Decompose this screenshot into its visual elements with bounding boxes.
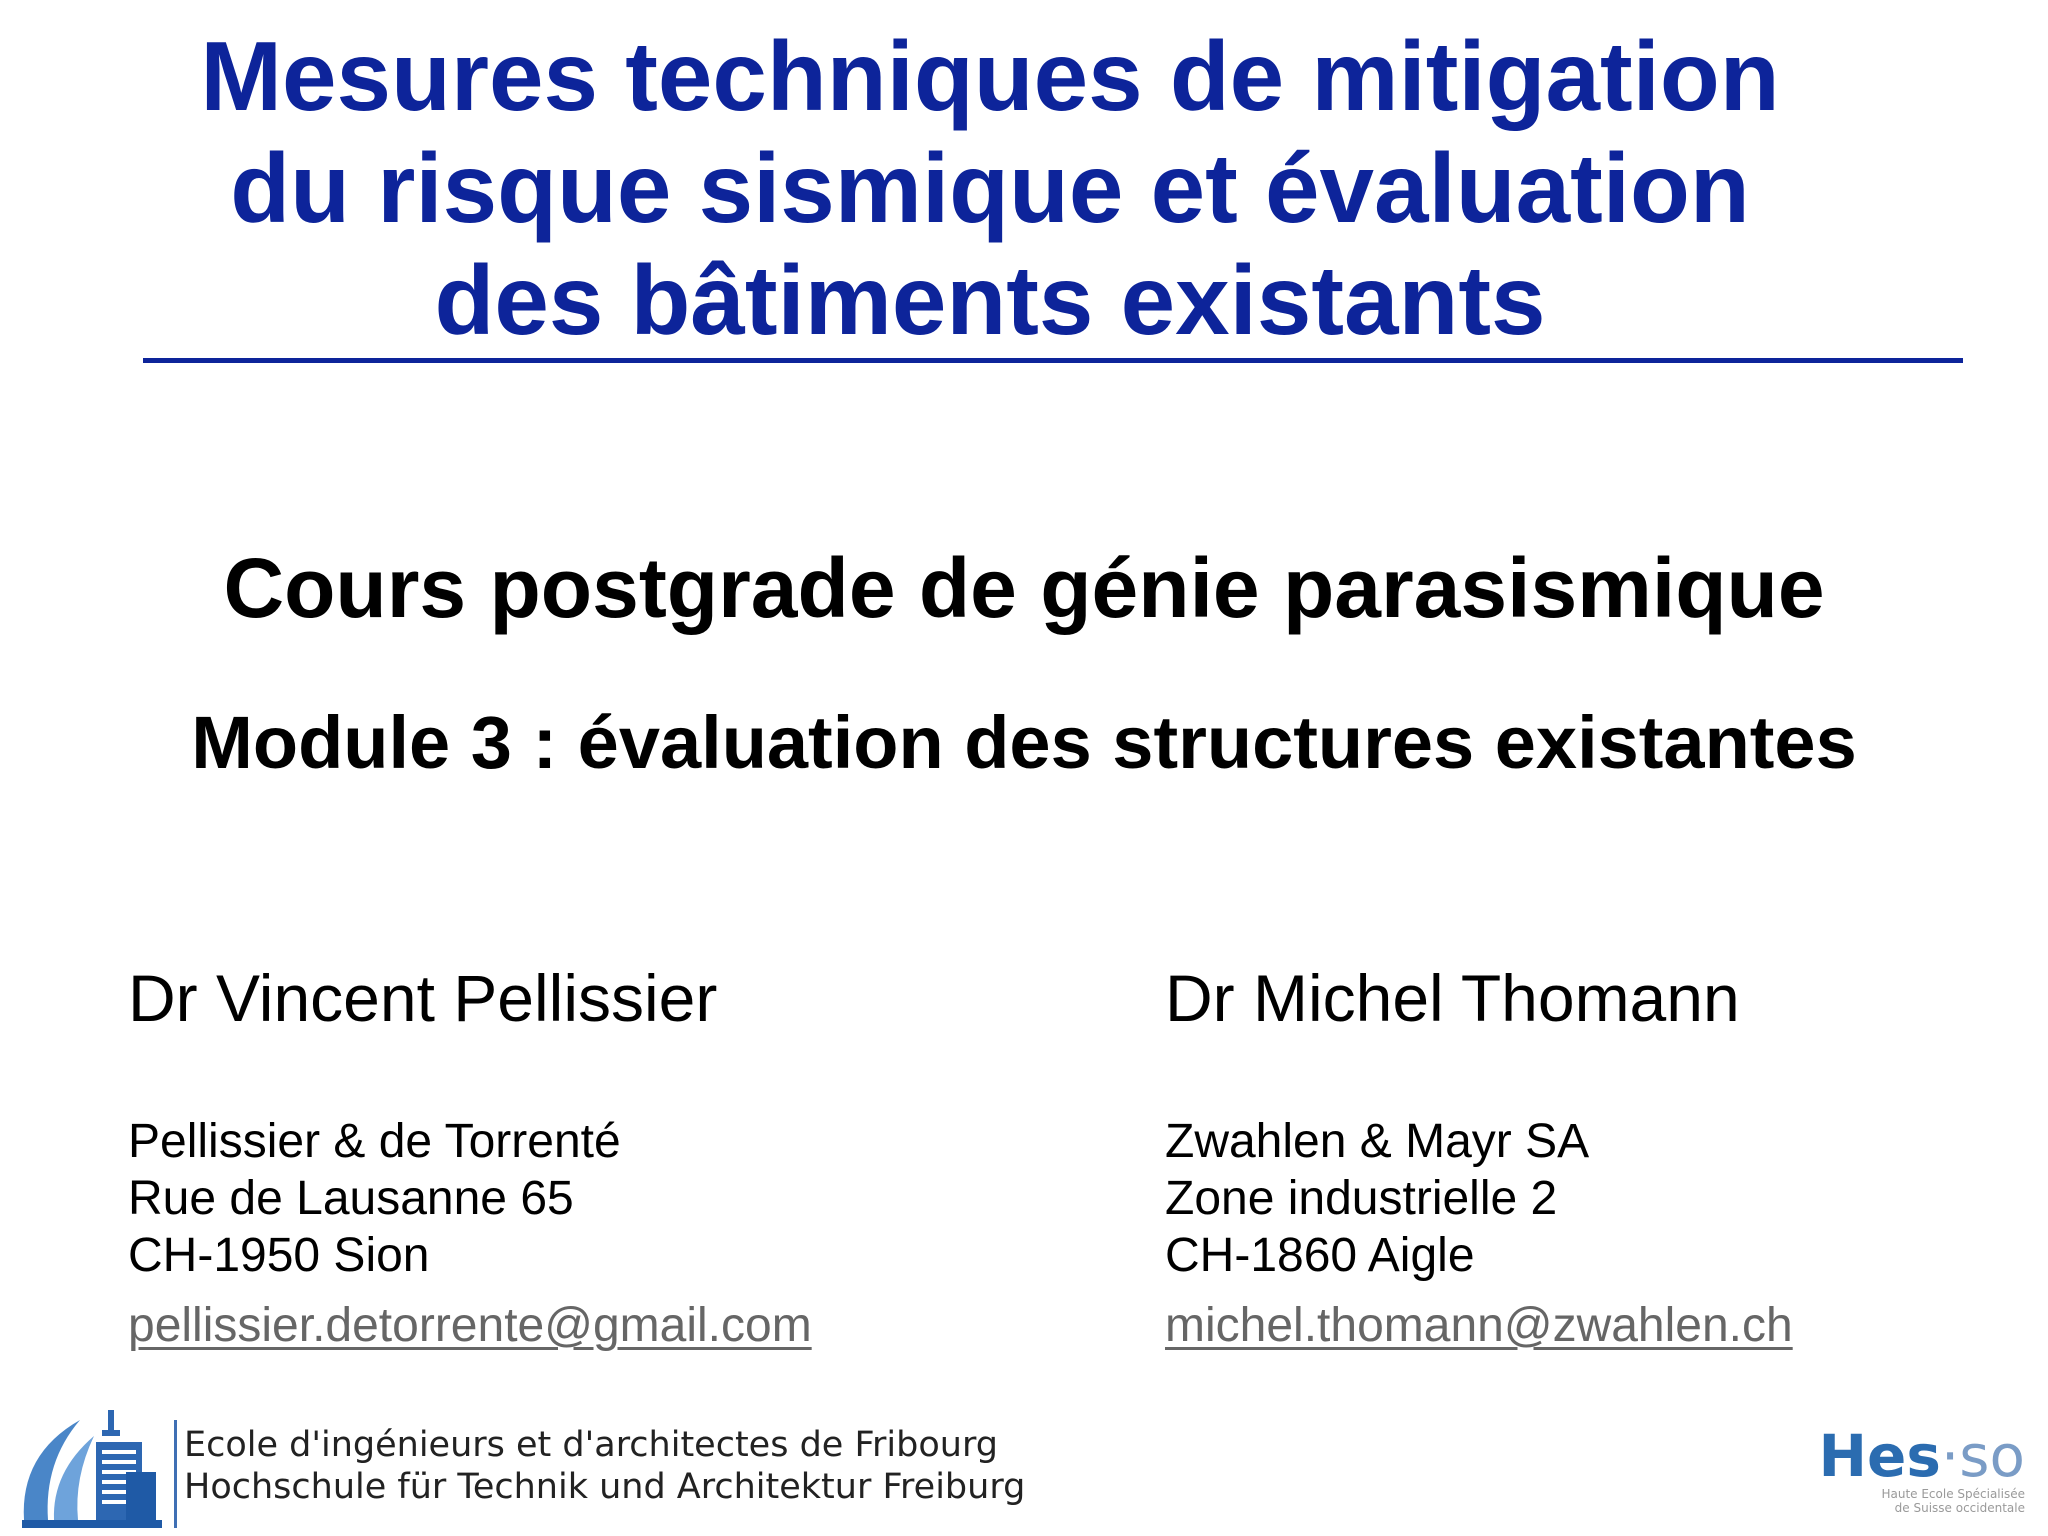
hes-tagline-2: de Suisse occidentale — [1894, 1501, 2025, 1515]
title-line-3: des bâtiments existants — [434, 245, 1546, 355]
eia-name-german: Hochschule für Technik und Architektur Freiburg — [184, 1467, 1026, 1507]
author-name: Dr Michel Thomann — [1165, 961, 1740, 1035]
author-address — [128, 1113, 1028, 1284]
address-street: Zone industrielle 2 — [1165, 1172, 1558, 1225]
author-email-link[interactable]: michel.thomann@zwahlen.ch — [1165, 1299, 1793, 1352]
hes-so-wordmark — [1815, 1422, 2025, 1490]
author-address — [1165, 1113, 2048, 1284]
hes-wordmark-light: so — [1959, 1422, 2025, 1490]
address-street: Rue de Lausanne 65 — [128, 1172, 574, 1225]
eia-name-french: Ecole d'ingénieurs et d'architectes de Fribourg — [184, 1425, 998, 1465]
module-heading: Module 3 : évaluation des structures existantes — [191, 701, 1857, 784]
author-name: Dr Vincent Pellissier — [128, 961, 718, 1035]
course-heading: Cours postgrade de génie parasismique — [223, 541, 1825, 635]
author-block-pellissier — [128, 958, 1028, 1354]
hes-so-logo — [1815, 1422, 2025, 1525]
author-block-thomann — [1165, 958, 2048, 1354]
address-city: CH-1950 Sion — [128, 1229, 430, 1282]
author-email-link[interactable]: pellissier.detorrente@gmail.com — [128, 1299, 812, 1352]
hes-wordmark-bold: Hes — [1818, 1422, 1941, 1490]
hes-wordmark-dot: · — [1940, 1422, 1960, 1490]
title-line-1: Mesures techniques de mitigation — [200, 21, 1780, 131]
address-company: Zwahlen & Mayr SA — [1165, 1115, 1590, 1168]
hes-tagline-1: Haute Ecole Spécialisée — [1881, 1487, 2025, 1501]
address-city: CH-1860 Aigle — [1165, 1229, 1475, 1282]
eia-fribourg-logo — [14, 1402, 1026, 1532]
title-line-2: du risque sismique et évaluation — [230, 133, 1750, 243]
eia-fribourg-name — [184, 1424, 1025, 1508]
eia-fribourg-building-icon — [14, 1402, 184, 1532]
slide-title — [140, 20, 1840, 356]
title-divider — [143, 358, 1963, 363]
logo-divider — [174, 1420, 177, 1528]
address-company: Pellissier & de Torrenté — [128, 1115, 621, 1168]
